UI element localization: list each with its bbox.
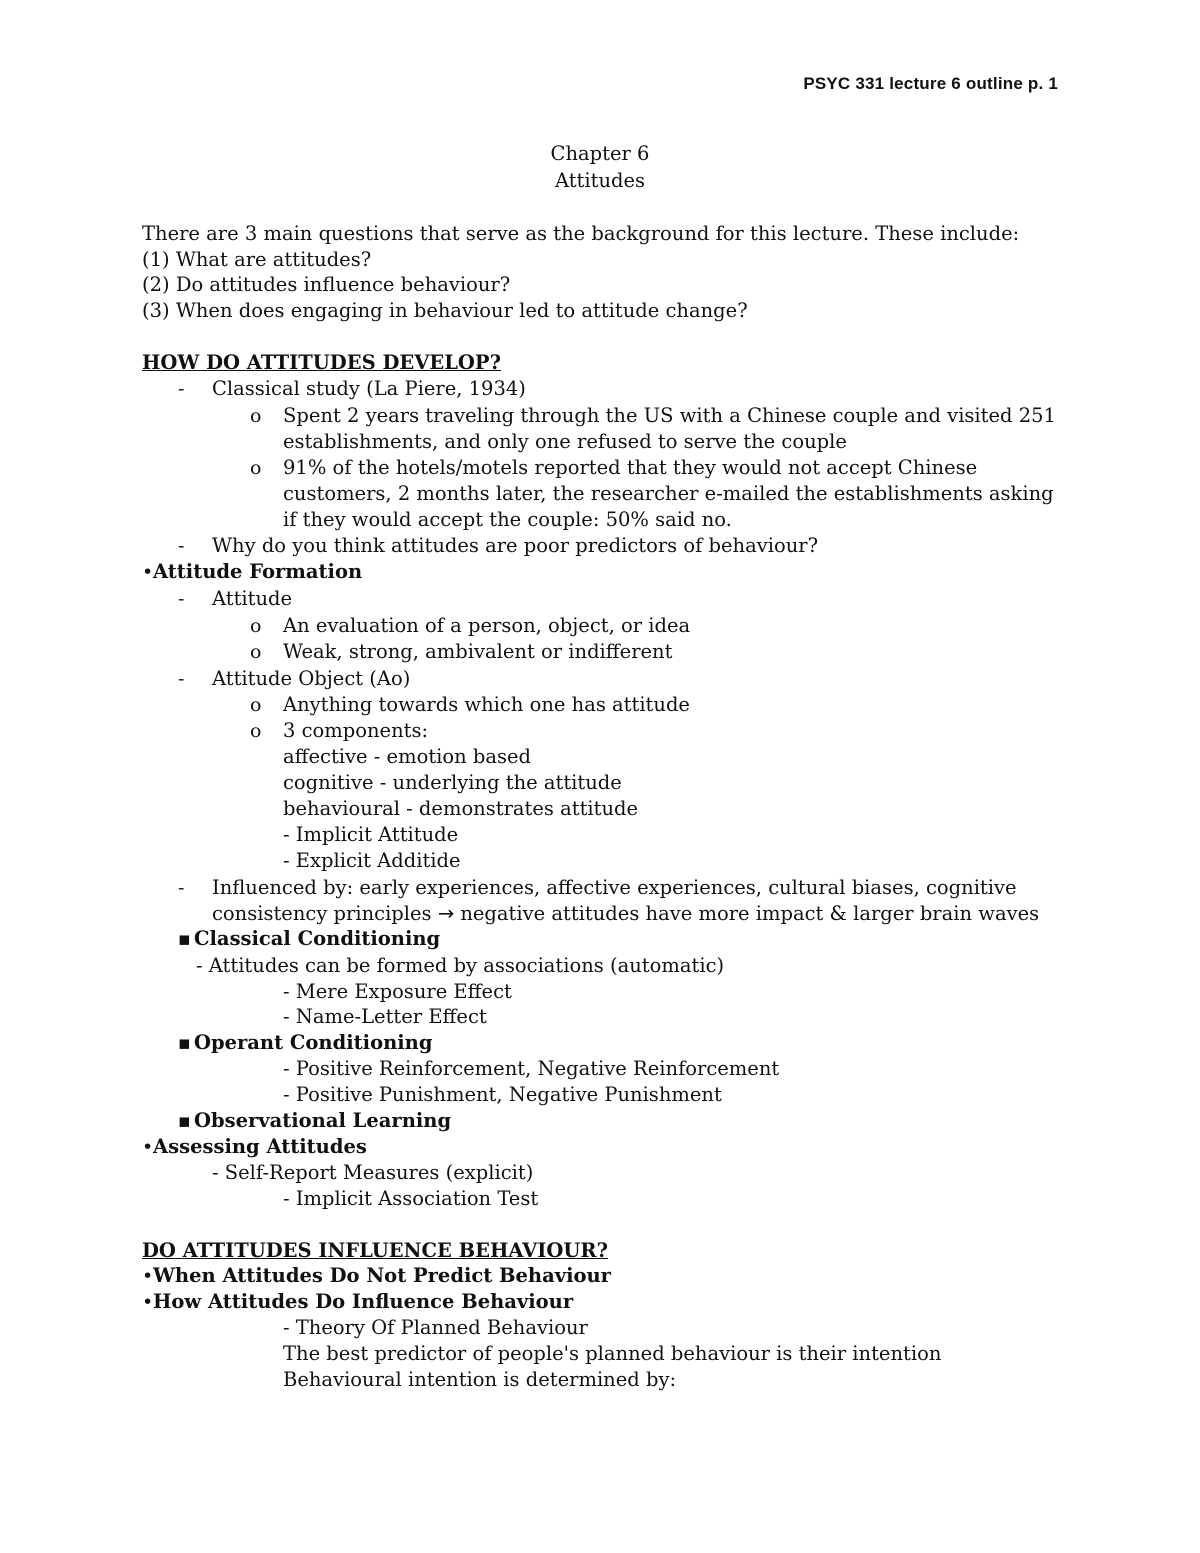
- attitude-term: Attitude: [212, 587, 293, 610]
- best-predictor: The best predictor of people's planned behaviour is their intention: [283, 1342, 942, 1365]
- oc-punishment: - Positive Punishment, Negative Punishment: [283, 1083, 722, 1106]
- right-arrow-icon: →: [437, 902, 455, 925]
- observational-learning-heading: Observational Learning: [194, 1109, 452, 1132]
- square-marker: ▪: [178, 1110, 191, 1132]
- self-report-measures: - Self-Report Measures (explicit): [212, 1161, 534, 1184]
- explicit-attitude: - Explicit Additide: [283, 849, 461, 872]
- study-point-1b: establishments, and only one refused to serve the couple: [283, 430, 847, 453]
- bullet-marker: •: [142, 1265, 154, 1287]
- dash-marker: -: [178, 378, 185, 400]
- square-marker: ▪: [178, 928, 191, 950]
- intro-text: There are 3 main questions that serve as the background for this lecture. These include:: [142, 222, 1020, 245]
- attitude-object: Attitude Object (Ao): [212, 667, 411, 690]
- circle-marker: o: [250, 694, 262, 716]
- influenced-by-b1: consistency principles: [212, 902, 432, 925]
- classical-conditioning-heading: Classical Conditioning: [194, 927, 441, 950]
- bullet-marker: •: [142, 1291, 154, 1313]
- component-affective: affective - emotion based: [283, 745, 532, 768]
- theory-planned-behaviour: - Theory Of Planned Behaviour: [283, 1316, 588, 1339]
- page-header: PSYC 331 lecture 6 outline p. 1: [803, 74, 1058, 93]
- attitude-def-2: Weak, strong, ambivalent or indifferent: [283, 640, 673, 663]
- object-def-1: Anything towards which one has attitude: [283, 693, 690, 716]
- attitude-def-1: An evaluation of a person, object, or idea: [283, 614, 691, 637]
- circle-marker: o: [250, 720, 262, 742]
- circle-marker: o: [250, 641, 262, 663]
- question-3: (3) When does engaging in behaviour led to attitude change?: [142, 299, 748, 322]
- implicit-association-test: - Implicit Association Test: [283, 1187, 539, 1210]
- oc-reinforcement: - Positive Reinforcement, Negative Reinforcement: [283, 1057, 780, 1080]
- study-point-2b: customers, 2 months later, the researcher e-mailed the establishments asking: [283, 482, 1054, 505]
- study-point-2a: 91% of the hotels/motels reported that they would not accept Chinese: [283, 456, 978, 479]
- intention-determined: Behavioural intention is determined by:: [283, 1368, 677, 1391]
- dash-marker: -: [178, 535, 185, 557]
- attitude-formation-heading: Attitude Formation: [153, 560, 363, 583]
- chapter-title: Attitudes: [554, 169, 646, 192]
- dash-marker: -: [178, 877, 185, 899]
- why-question: Why do you think attitudes are poor predictors of behaviour?: [212, 534, 819, 557]
- influenced-by-a: Influenced by: early experiences, affective experiences, cultural biases, cognitive: [212, 876, 1017, 899]
- bullet-marker: •: [142, 561, 154, 583]
- question-2: (2) Do attitudes influence behaviour?: [142, 273, 511, 296]
- chapter-number: Chapter 6: [550, 142, 650, 165]
- influenced-by-b: [212, 901, 1039, 927]
- question-1: (1) What are attitudes?: [142, 248, 372, 271]
- operant-conditioning-heading: Operant Conditioning: [194, 1031, 433, 1054]
- classical-study: Classical study (La Piere, 1934): [212, 377, 526, 400]
- cc-name-letter: - Name-Letter Effect: [283, 1005, 487, 1028]
- object-def-2: 3 components:: [283, 719, 429, 742]
- study-point-1a: Spent 2 years traveling through the US with a Chinese couple and visited 251: [283, 404, 1056, 427]
- section-heading-influence: DO ATTITUDES INFLUENCE BEHAVIOUR?: [142, 1239, 609, 1262]
- circle-marker: o: [250, 615, 262, 637]
- cc-associations: - Attitudes can be formed by associations (automatic): [196, 954, 725, 977]
- component-cognitive: cognitive - underlying the attitude: [283, 771, 622, 794]
- implicit-attitude: - Implicit Attitude: [283, 823, 459, 846]
- square-marker: ▪: [178, 1032, 191, 1054]
- dash-marker: -: [178, 588, 185, 610]
- circle-marker: o: [250, 457, 262, 479]
- dash-marker: -: [178, 668, 185, 690]
- bullet-marker: •: [142, 1136, 154, 1158]
- do-not-predict-heading: When Attitudes Do Not Predict Behaviour: [153, 1264, 611, 1287]
- influenced-by-b2: negative attitudes have more impact & larger brain waves: [460, 902, 1040, 925]
- section-heading-develop: HOW DO ATTITUDES DEVELOP?: [142, 351, 502, 374]
- do-influence-heading: How Attitudes Do Influence Behaviour: [153, 1290, 574, 1313]
- study-point-2c: if they would accept the couple: 50% said no.: [283, 508, 732, 531]
- assessing-attitudes-heading: Assessing Attitudes: [153, 1135, 367, 1158]
- cc-mere-exposure: - Mere Exposure Effect: [283, 980, 512, 1003]
- component-behavioural: behavioural - demonstrates attitude: [283, 797, 639, 820]
- circle-marker: o: [250, 405, 262, 427]
